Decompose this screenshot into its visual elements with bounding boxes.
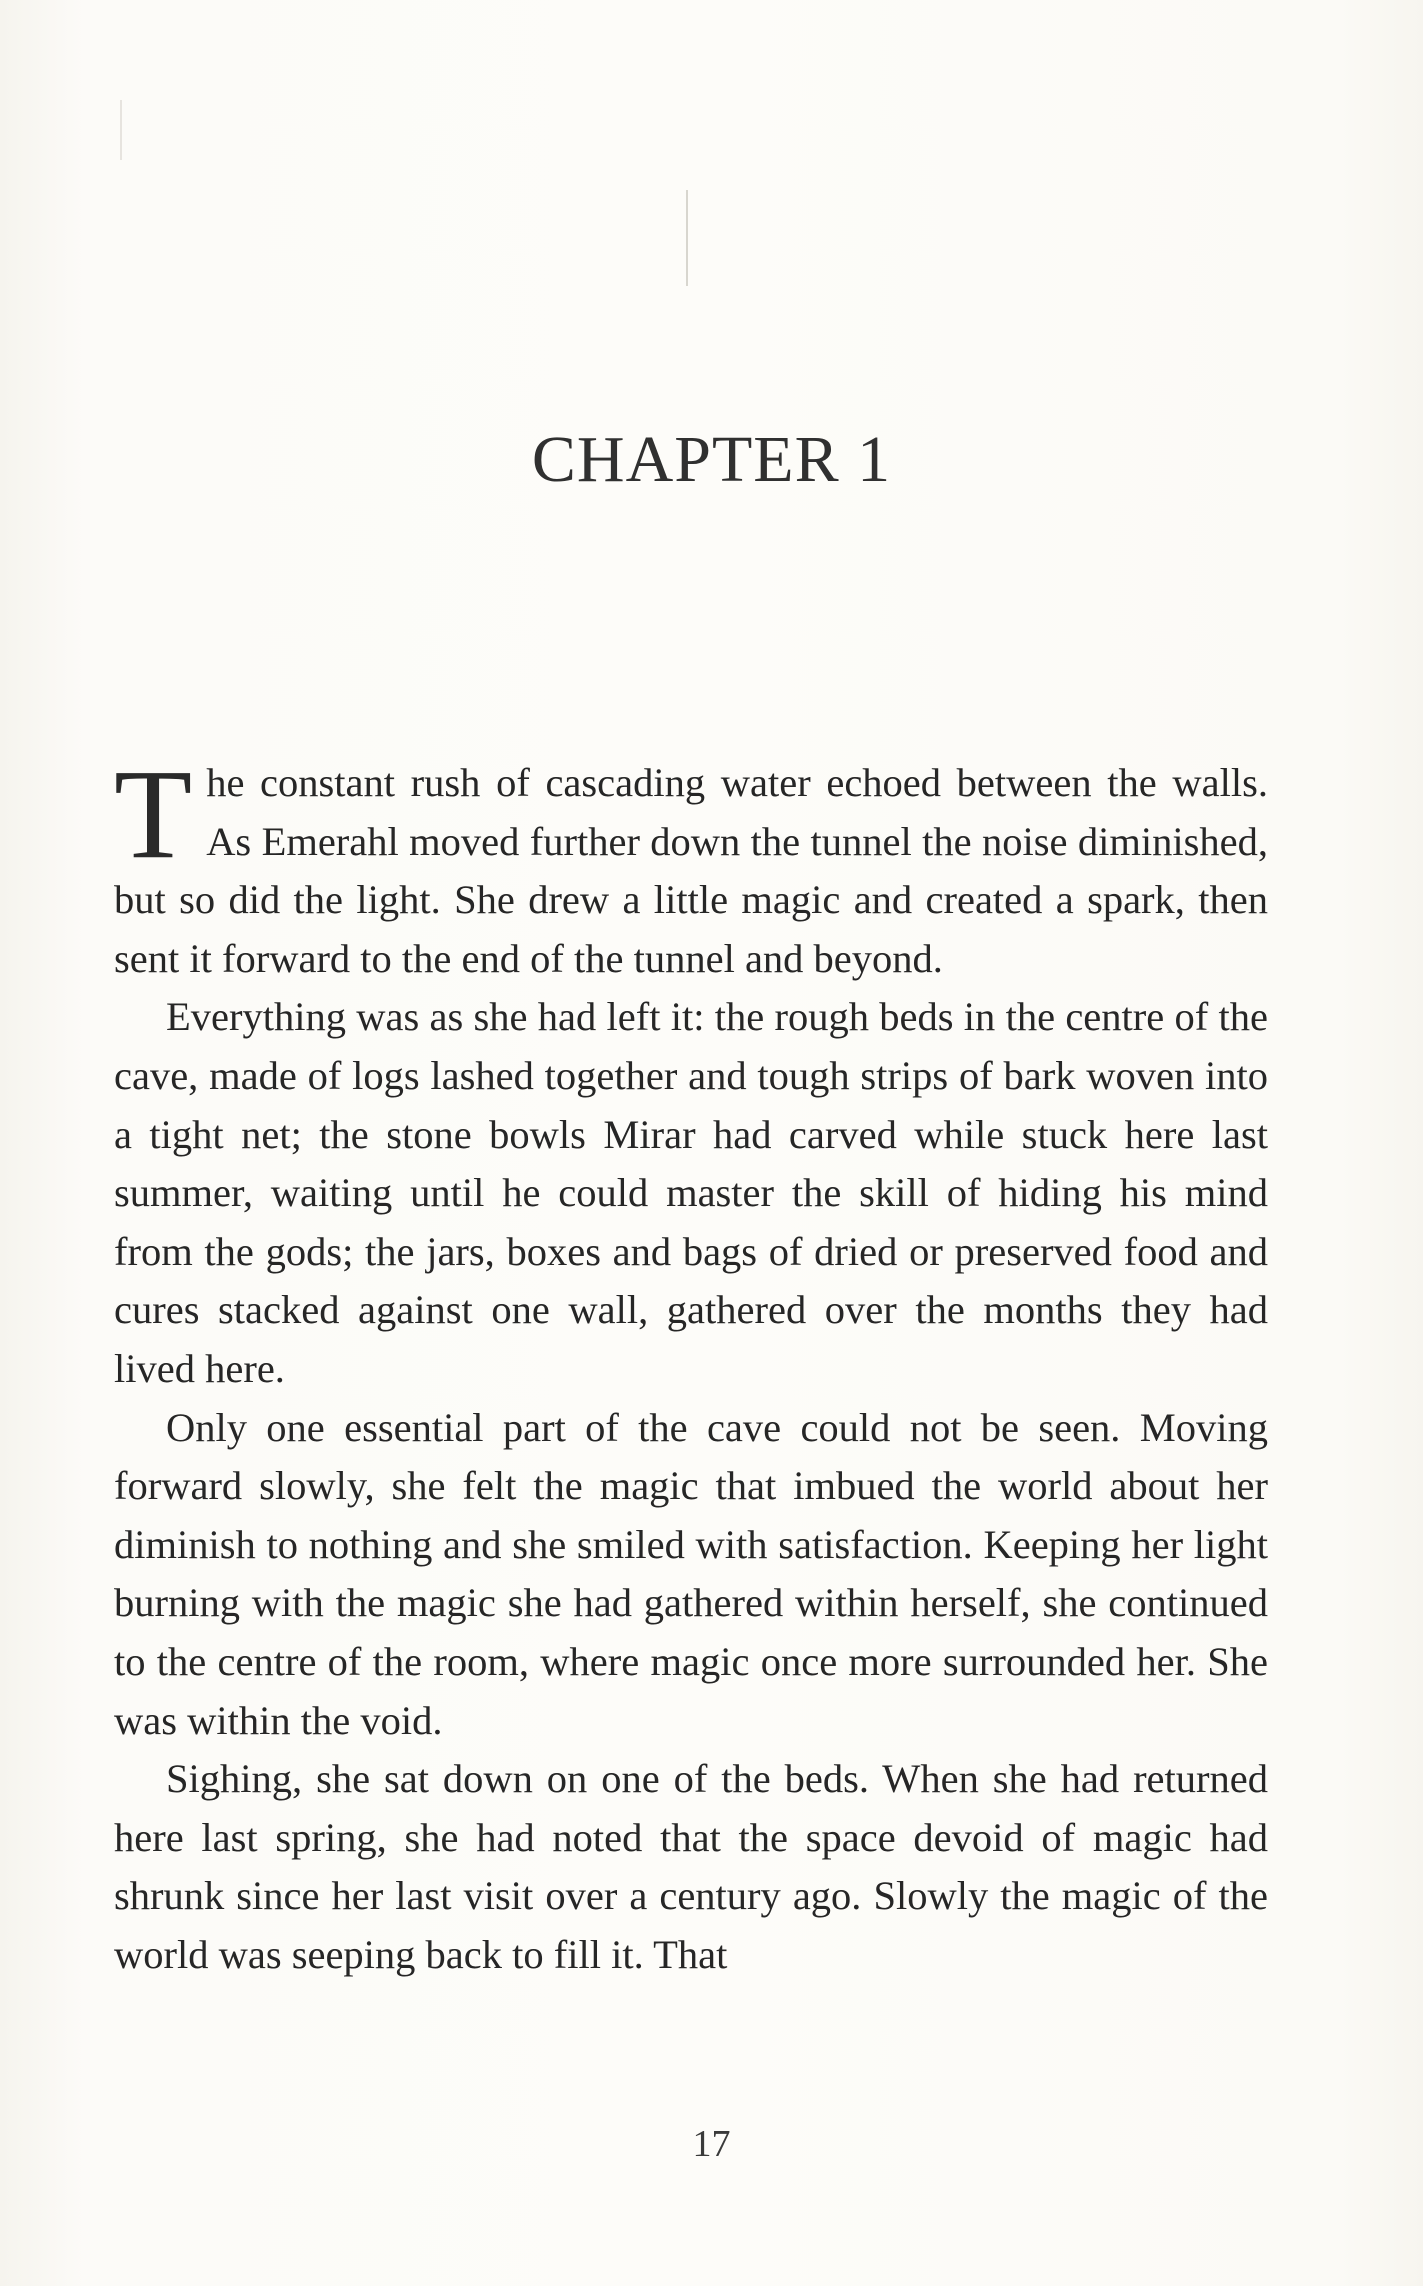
scan-artifact-line [120,100,122,160]
paragraph-2: Everything was as she had left it: the rough beds in the centre of the cave, made of logs lashed together and tough strips of bark woven into a tight net; the stone bowls Mirar had carved while stuck here last summer, waiting until he could master the skill of hiding his mind from the gods; the jars, boxes and bags of dried or preserved food and cures stacked against one wall, gathered over the months they had lived here. [114,994,1268,1391]
paragraph-4: Sighing, she sat down on one of the beds. When she had returned here last spring, she had noted that the space devoid of magic had shrunk since her last visit over a century ago. Slowly the magic of the world was seeping back to fill it. That [114,1756,1268,1977]
paragraph-1-text: he constant rush of cascading water echoed between the walls. As Emerahl moved further down the tunnel the noise diminished, but so did the light. She drew a little magic and created a spark, then sent it forward to the end of the tunnel and beyond. [114,760,1268,981]
scan-artifact-line [686,190,688,286]
paragraph-3: Only one essential part of the cave could not be seen. Moving forward slowly, she felt the magic that imbued the world about her diminish to nothing and she smiled with satisfaction. Keeping her light burning with the magic she had gathered within herself, she continued to the centre of the room, where magic once more surrounded her. She was within the void. [114,1404,1268,1743]
paragraph-1 [114,743,1268,988]
chapter-title: CHAPTER 1 [531,423,892,497]
drop-cap: T [114,743,193,885]
page-number: 17 [692,2123,731,2165]
chapter-body [114,743,1268,1984]
